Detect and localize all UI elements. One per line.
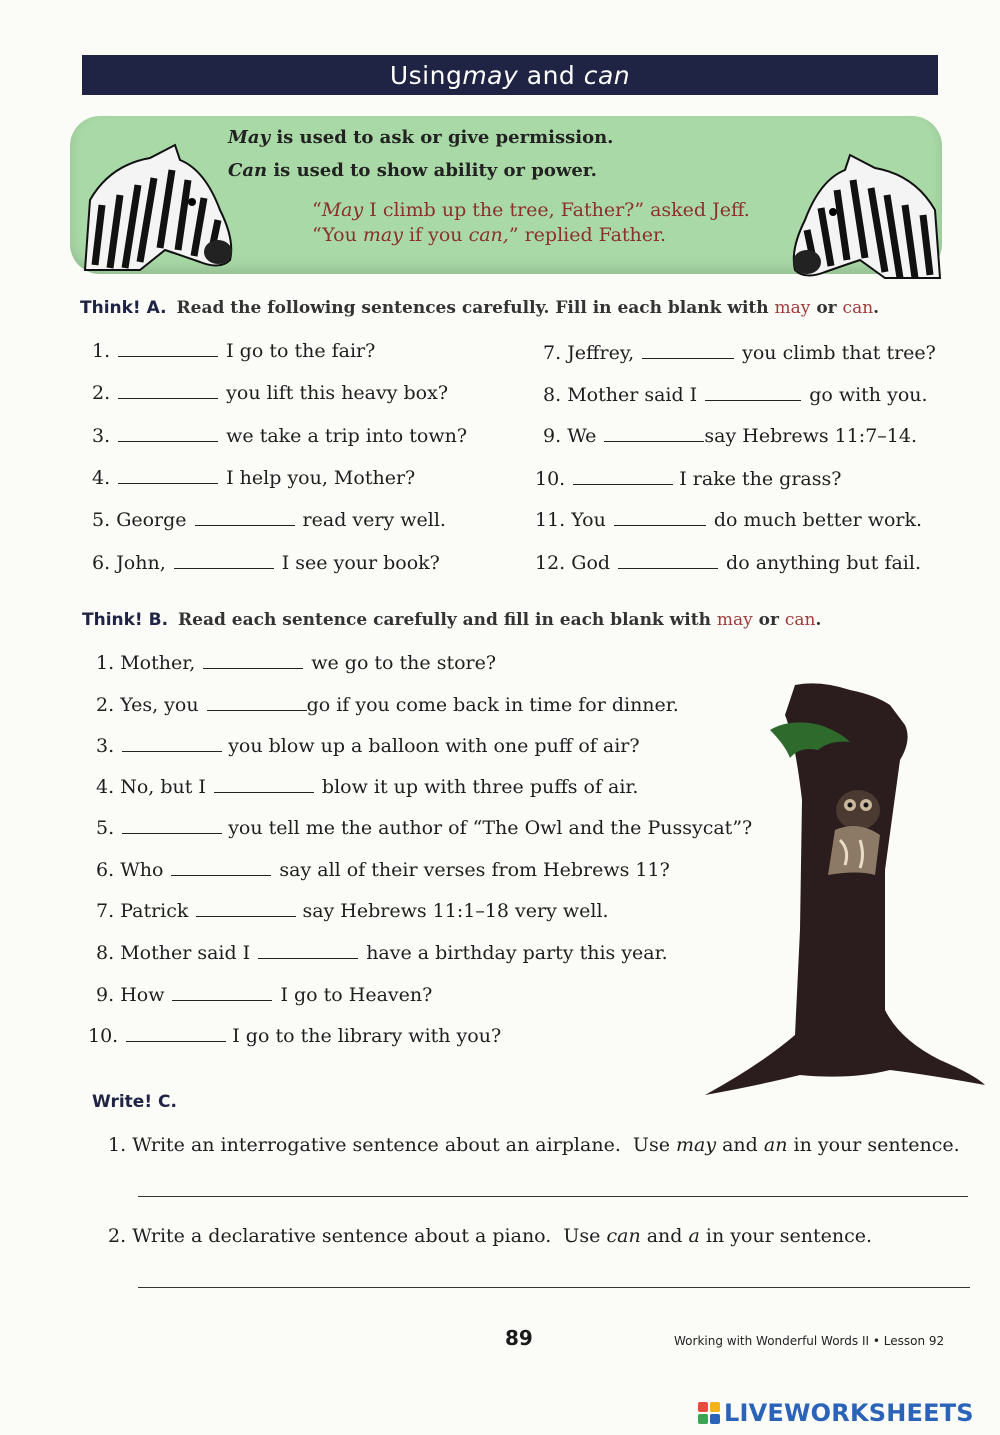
title-may: may — [462, 60, 519, 90]
item-number: 11. — [535, 509, 566, 531]
item-text-end: in your sentence. — [699, 1225, 873, 1247]
section-c-heading — [92, 1092, 187, 1112]
item-text-before: Mother said I — [120, 942, 251, 964]
item-text: I see your book? — [281, 552, 440, 574]
c-item-1 — [108, 1134, 960, 1156]
liveworksheets-logo — [698, 1399, 974, 1427]
zebra-left-image — [80, 140, 235, 275]
item-number: 9. — [96, 984, 115, 1006]
tree-owl-image — [700, 680, 990, 1100]
answer-blank[interactable] — [126, 1040, 226, 1042]
item-number: 2. — [108, 1225, 127, 1247]
item-text-before: How — [120, 984, 165, 1006]
item-text-before: Jeffrey, — [567, 342, 635, 364]
answer-blank[interactable] — [618, 567, 718, 569]
a-item-3 — [92, 425, 467, 447]
item-text: I go to Heaven? — [280, 984, 433, 1006]
item-word-may: may — [675, 1134, 717, 1156]
item-number: 3. — [96, 735, 115, 757]
answer-blank[interactable] — [614, 524, 706, 526]
item-text: I help you, Mother? — [226, 467, 416, 489]
answer-blank[interactable] — [122, 832, 222, 834]
item-number: 4. — [96, 776, 115, 798]
section-a-may: may — [774, 298, 811, 318]
item-text: you lift this heavy box? — [226, 382, 449, 404]
item-text: you tell me the author of “The Owl and the Pussycat”? — [228, 817, 753, 839]
answer-blank[interactable] — [573, 483, 673, 485]
item-text-before: No, but I — [120, 776, 206, 798]
rule-may-text: is used to ask or give permission. — [270, 127, 614, 148]
item-text: I go to the fair? — [226, 340, 376, 362]
item-text-before: Mother said I — [567, 384, 698, 406]
answer-blank[interactable] — [196, 915, 296, 917]
answer-line-2[interactable] — [138, 1287, 970, 1288]
item-text: you blow up a balloon with one puff of air? — [228, 735, 640, 757]
section-c-tag: Write! C. — [92, 1092, 177, 1112]
item-text: blow it up with three puffs of air. — [321, 776, 639, 798]
item-text-before: You — [571, 509, 606, 531]
item-text-before: God — [571, 552, 611, 574]
item-number: 10. — [88, 1025, 119, 1047]
item-number: 12. — [535, 552, 566, 574]
item-text: go if you come back in time for dinner. — [306, 694, 679, 716]
answer-blank[interactable] — [214, 791, 314, 793]
section-b-can: can — [784, 610, 816, 630]
item-number: 6. — [96, 859, 115, 881]
item-text-end: in your sentence. — [787, 1134, 960, 1156]
a-item-10 — [535, 468, 841, 490]
answer-blank[interactable] — [122, 750, 222, 752]
title-and: and — [518, 60, 584, 90]
b-item-4 — [96, 776, 638, 798]
item-text-before: John, — [116, 552, 166, 574]
section-b-instruction: Read each sentence carefully and fill in each blank with — [178, 610, 717, 630]
item-text: I rake the grass? — [679, 468, 842, 490]
example-text-2b: if you — [402, 224, 469, 246]
example-text-1: I climb up the tree, Father?” asked Jeff. — [363, 199, 750, 221]
item-text-before: George — [116, 509, 187, 531]
answer-blank[interactable] — [642, 357, 734, 359]
liveworksheets-icon — [698, 1402, 720, 1424]
item-text: do much better work. — [713, 509, 923, 531]
rule-may-word: May — [228, 127, 271, 148]
answer-blank[interactable] — [172, 999, 272, 1001]
b-item-6 — [96, 859, 670, 881]
item-number: 7. — [543, 342, 562, 364]
zebra-right-image — [785, 150, 945, 280]
item-number: 6. — [92, 552, 111, 574]
item-number: 2. — [96, 694, 115, 716]
section-a-tag: Think! A. — [80, 298, 167, 318]
answer-blank[interactable] — [171, 874, 271, 876]
item-text: do anything but fail. — [726, 552, 922, 574]
item-number: 4. — [92, 467, 111, 489]
rule-can-text: is used to show ability or power. — [267, 160, 597, 181]
c-item-2 — [108, 1225, 872, 1247]
answer-blank[interactable] — [118, 355, 218, 357]
item-text-before: Who — [120, 859, 164, 881]
a-item-12 — [535, 552, 921, 574]
answer-line-1[interactable] — [138, 1196, 968, 1197]
page-number: 89 — [505, 1326, 533, 1350]
a-item-5 — [92, 509, 446, 531]
example-line-1 — [312, 199, 750, 221]
b-item-2 — [96, 694, 679, 716]
rule-may — [228, 127, 613, 148]
item-text: I go to the library with you? — [232, 1025, 502, 1047]
item-word-can: can — [606, 1225, 641, 1247]
item-word-an: an — [763, 1134, 788, 1156]
example-quote: “ — [312, 199, 322, 221]
a-item-9 — [543, 425, 917, 447]
item-number: 8. — [543, 384, 562, 406]
item-number: 1. — [108, 1134, 127, 1156]
b-item-8 — [96, 942, 668, 964]
section-a-instruction: Read the following sentences carefully. Fill in each blank with — [176, 298, 775, 318]
example-text-2a: “You — [312, 224, 363, 246]
a-item-1 — [92, 340, 375, 362]
section-b-may: may — [716, 610, 753, 630]
example-line-2 — [312, 224, 666, 246]
answer-blank[interactable] — [118, 482, 218, 484]
item-text-before: Mother, — [120, 652, 196, 674]
section-b-tag: Think! B. — [82, 610, 169, 630]
section-b-period: . — [815, 610, 822, 630]
item-number: 7. — [96, 900, 115, 922]
answer-blank[interactable] — [118, 397, 218, 399]
example-can-2: can, — [468, 224, 509, 246]
brand-text: LIVEWORKSHEETS — [724, 1399, 974, 1427]
item-text: say Hebrews 11:7–14. — [704, 425, 918, 447]
item-text: have a birthday party this year. — [366, 942, 668, 964]
item-number: 5. — [96, 817, 115, 839]
b-item-10 — [88, 1025, 501, 1047]
rule-can — [228, 160, 597, 181]
a-item-11 — [535, 509, 922, 531]
item-text: read very well. — [302, 509, 446, 531]
answer-blank[interactable] — [118, 440, 218, 442]
rule-can-word: Can — [228, 160, 268, 181]
section-b-or: or — [752, 610, 785, 630]
item-text: we take a trip into town? — [226, 425, 467, 447]
a-item-2 — [92, 382, 448, 404]
answer-blank[interactable] — [195, 524, 295, 526]
item-text-and: and — [716, 1134, 764, 1156]
a-item-8 — [543, 384, 928, 406]
book-lesson-label: Working with Wonderful Words II • Lesson 92 — [674, 1334, 945, 1348]
item-number: 2. — [92, 382, 111, 404]
item-number: 5. — [92, 509, 111, 531]
answer-blank[interactable] — [604, 440, 704, 442]
section-a-heading — [80, 298, 879, 318]
item-text-before: Patrick — [120, 900, 189, 922]
item-number: 9. — [543, 425, 562, 447]
title-text: Using — [389, 60, 463, 90]
item-text-before: Yes, you — [120, 694, 199, 716]
b-item-7 — [96, 900, 609, 922]
answer-blank[interactable] — [203, 667, 303, 669]
item-number: 1. — [96, 652, 115, 674]
item-number: 8. — [96, 942, 115, 964]
a-item-7 — [543, 342, 936, 364]
answer-blank[interactable] — [207, 709, 307, 711]
answer-blank[interactable] — [258, 957, 358, 959]
a-item-6 — [92, 552, 440, 574]
section-a-period: . — [873, 298, 880, 318]
item-text: we go to the store? — [311, 652, 497, 674]
item-text: Write an interrogative sentence about an airplane. Use — [132, 1134, 676, 1156]
b-item-1 — [96, 652, 496, 674]
title-can: can — [583, 60, 631, 90]
item-number: 1. — [92, 340, 111, 362]
section-a-or: or — [810, 298, 843, 318]
example-may: May — [321, 199, 364, 221]
item-text: go with you. — [809, 384, 928, 406]
example-may-2: may — [362, 224, 403, 246]
page-title — [82, 55, 938, 95]
item-text-before: We — [567, 425, 597, 447]
item-text: say Hebrews 11:1–18 very well. — [302, 900, 609, 922]
item-word-a: a — [688, 1225, 700, 1247]
b-item-9 — [96, 984, 432, 1006]
b-item-3 — [96, 735, 640, 757]
item-text-and: and — [640, 1225, 689, 1247]
item-text: say all of their verses from Hebrews 11? — [279, 859, 670, 881]
section-b-heading — [82, 610, 821, 630]
example-text-2c: ” replied Father. — [508, 224, 667, 246]
answer-blank[interactable] — [705, 399, 801, 401]
answer-blank[interactable] — [174, 567, 274, 569]
item-number: 3. — [92, 425, 111, 447]
a-item-4 — [92, 467, 415, 489]
section-a-can: can — [842, 298, 874, 318]
b-item-5 — [96, 817, 752, 839]
item-text: Write a declarative sentence about a piano. Use — [132, 1225, 607, 1247]
item-text: you climb that tree? — [742, 342, 936, 364]
item-number: 10. — [535, 468, 566, 490]
